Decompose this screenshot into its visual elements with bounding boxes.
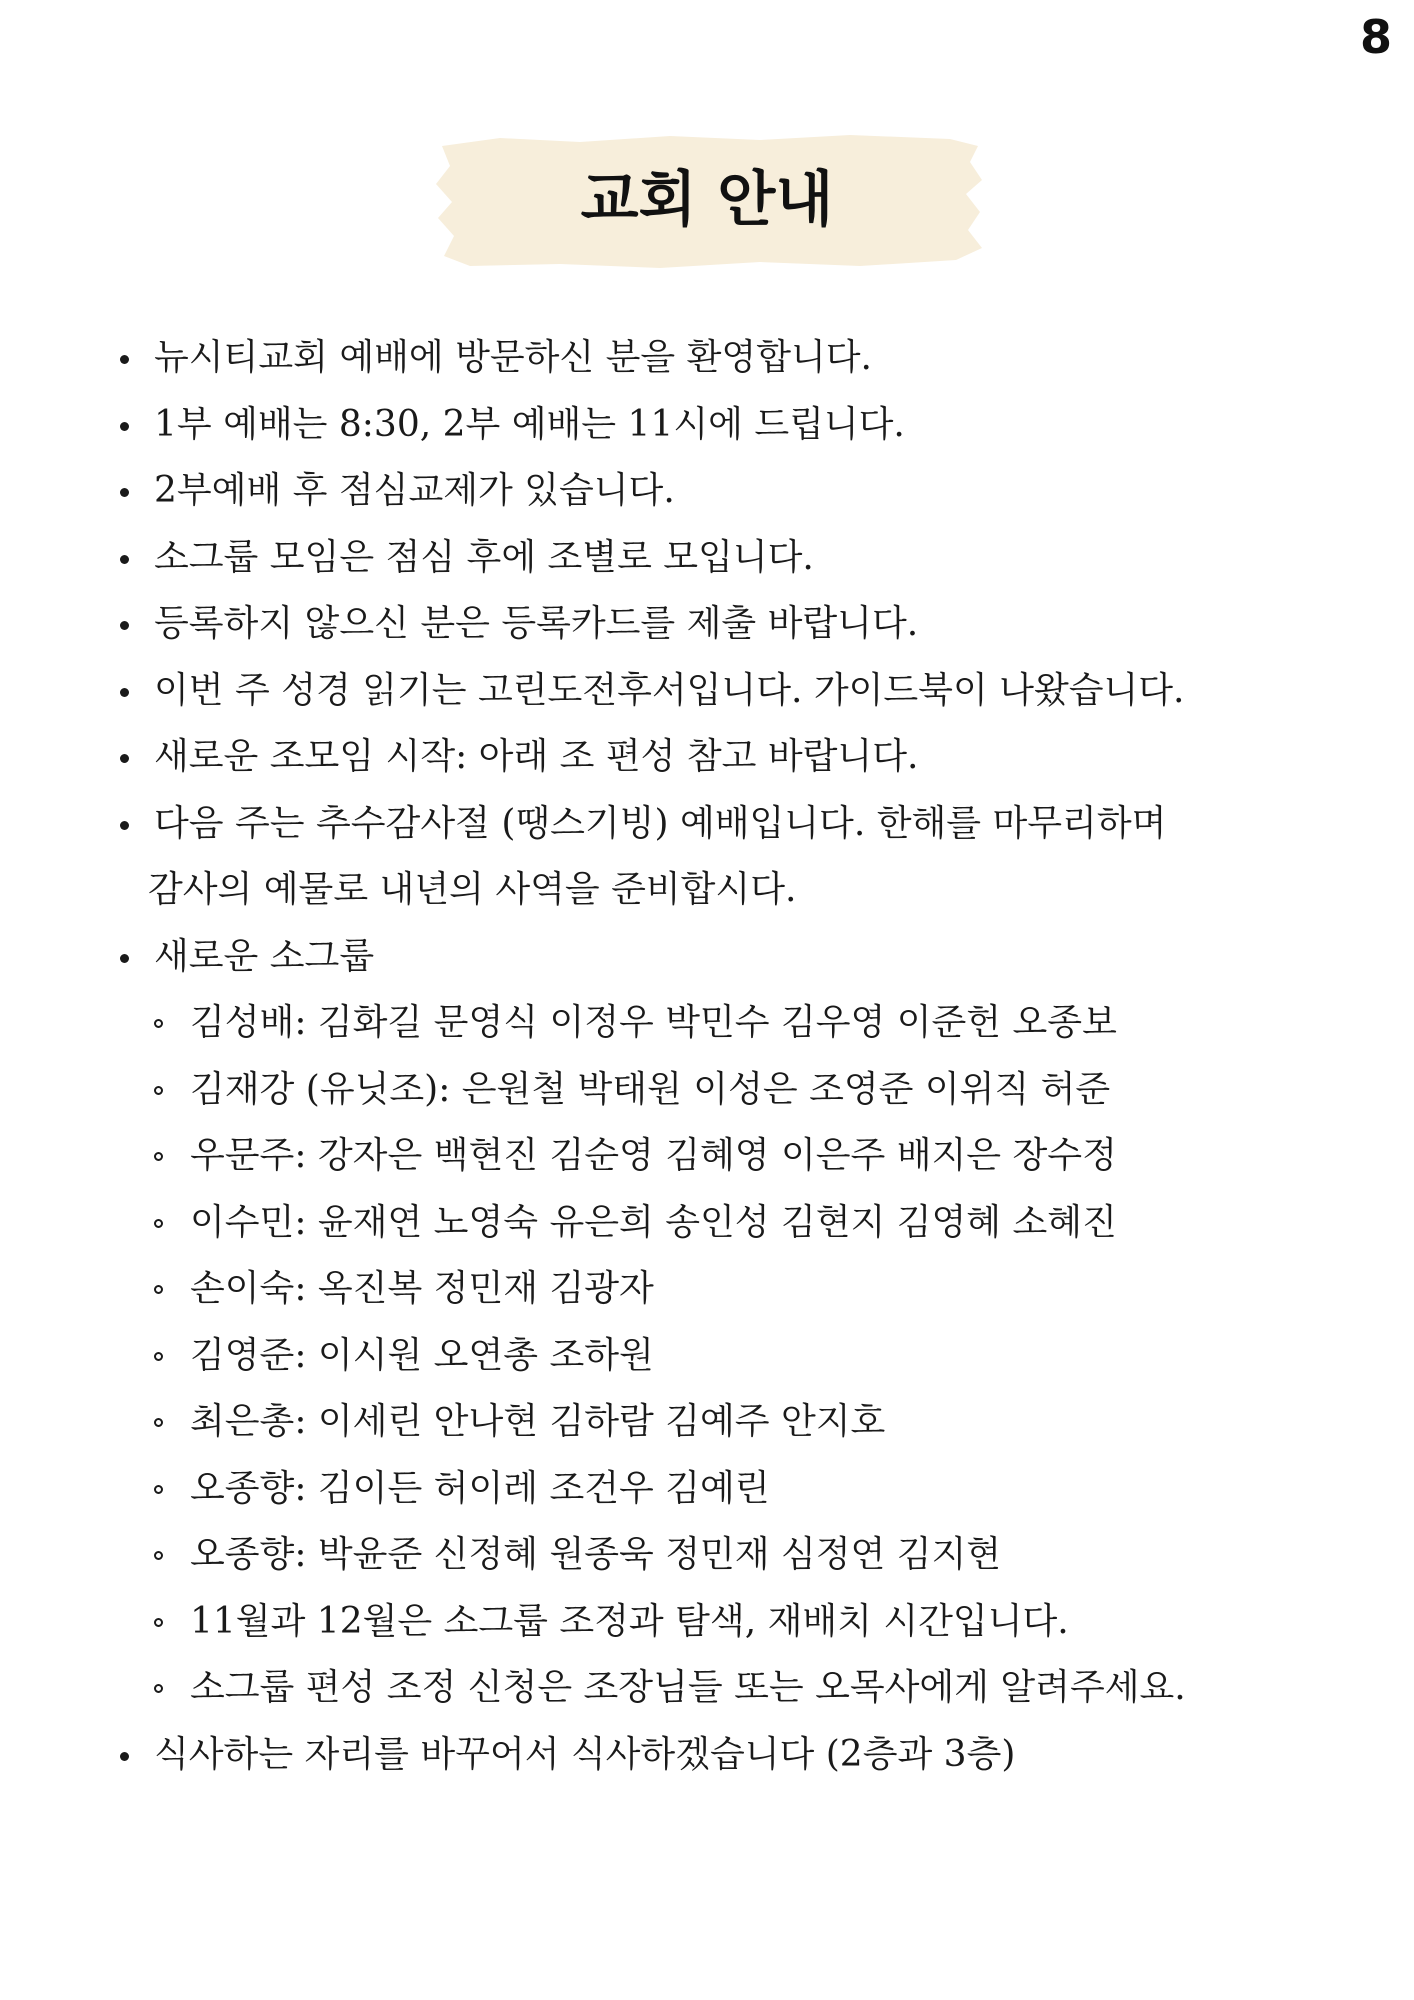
list-item	[118, 1057, 1358, 1124]
circle-bullet-icon	[154, 1219, 163, 1228]
title-area	[0, 132, 1414, 272]
bullet-dot	[120, 688, 129, 697]
thanksgiving-line-2: 감사의 예물로 내년의 사역을 준비합시다.	[148, 869, 797, 910]
list-item	[118, 1123, 1358, 1190]
circle-bullet-icon	[154, 1152, 163, 1161]
bullet-text: 1부 예배는 8:30, 2부 예배는 11시에 드립니다.	[154, 403, 905, 445]
bullet-dot	[120, 355, 129, 364]
bullet-text: 소그룹 모임은 점심 후에 조별로 모입니다.	[154, 536, 814, 578]
bullet-text: 이번 주 성경 읽기는 고린도전후서입니다. 가이드북이 나왔습니다.	[154, 669, 1185, 711]
circle-bullet-icon	[154, 1352, 163, 1361]
list-item	[118, 1722, 1358, 1789]
list-item	[118, 1589, 1358, 1656]
circle-bullet-icon	[154, 1618, 163, 1627]
list-item	[118, 658, 1358, 725]
bullet-dot	[120, 754, 129, 763]
small-groups-list	[118, 990, 1358, 1722]
group-text: 최은총: 이세린 안나현 김하람 김예주 안지호	[190, 1401, 886, 1442]
bullet-dot	[120, 821, 129, 830]
list-item	[118, 1389, 1358, 1456]
announcements	[118, 325, 1358, 1788]
thanksgiving-line-1: 다음 주는 추수감사절 (땡스기빙) 예배입니다. 한해를 마무리하며	[154, 802, 1167, 844]
bullet-text: 뉴시티교회 예배에 방문하신 분을 환영합니다.	[154, 337, 872, 378]
circle-bullet-icon	[154, 1285, 163, 1294]
thanksgiving-item	[118, 791, 1358, 924]
list-item	[118, 525, 1358, 592]
bullet-text: 새로운 조모임 시작: 아래 조 편성 참고 바랍니다.	[154, 736, 919, 777]
list-item	[118, 724, 1358, 791]
group-text: 김재강 (유닛조): 은원철 박태원 이성은 조영준 이위직 허준	[190, 1068, 1111, 1110]
list-item	[118, 458, 1358, 525]
list-item	[118, 591, 1358, 658]
group-text: 김영준: 이시원 오연총 조하원	[190, 1334, 654, 1376]
bullet-dot	[120, 621, 129, 630]
group-text: 이수민: 윤재연 노영숙 유은희 송인성 김현지 김영혜 소혜진	[190, 1201, 1117, 1243]
group-text: 11월과 12월은 소그룹 조정과 탐색, 재배치 시간입니다.	[190, 1600, 1069, 1642]
bullet-dot	[120, 1752, 129, 1761]
group-text: 오종향: 박윤준 신정혜 원종욱 정민재 심정연 김지현	[190, 1534, 1002, 1575]
small-groups-heading: 새로운 소그룹	[154, 935, 375, 977]
bullet-text: 식사하는 자리를 바꾸어서 식사하겠습니다 (2층과 3층)	[154, 1733, 1016, 1775]
list-item	[118, 1456, 1358, 1523]
list-item	[118, 1256, 1358, 1323]
group-text: 소그룹 편성 조정 신청은 조장님들 또는 오목사에게 알려주세요.	[190, 1667, 1186, 1708]
list-item	[118, 1323, 1358, 1390]
bullet-dot	[120, 954, 129, 963]
list-item	[118, 1522, 1358, 1589]
announcement-list-end	[118, 1722, 1358, 1789]
page-number: 8	[1359, 10, 1392, 64]
list-item	[118, 1190, 1358, 1257]
bullet-text: 등록하지 않으신 분은 등록카드를 제출 바랍니다.	[154, 603, 919, 644]
list-item	[118, 990, 1358, 1057]
circle-bullet-icon	[154, 1418, 163, 1427]
announcement-list	[118, 325, 1358, 990]
circle-bullet-icon	[154, 1086, 163, 1095]
small-groups-item	[118, 924, 1358, 991]
bullet-text: 2부예배 후 점심교제가 있습니다.	[154, 470, 675, 511]
group-text: 김성배: 김화길 문영식 이정우 박민수 김우영 이준헌 오종보	[190, 1002, 1117, 1043]
bullet-dot	[120, 488, 129, 497]
list-item	[118, 1655, 1358, 1722]
list-item	[118, 325, 1358, 392]
group-text: 우문주: 강자은 백현진 김순영 김혜영 이은주 배지은 장수정	[190, 1135, 1117, 1176]
bullet-dot	[120, 422, 129, 431]
list-item	[118, 392, 1358, 459]
circle-bullet-icon	[154, 1551, 163, 1560]
circle-bullet-icon	[154, 1684, 163, 1693]
group-text: 손이숙: 옥진복 정민재 김광자	[190, 1268, 654, 1309]
bullet-dot	[120, 555, 129, 564]
circle-bullet-icon	[154, 1485, 163, 1494]
circle-bullet-icon	[154, 1019, 163, 1028]
page-title: 교회 안내	[580, 165, 834, 235]
group-text: 오종향: 김이든 허이레 조건우 김예린	[190, 1467, 770, 1509]
